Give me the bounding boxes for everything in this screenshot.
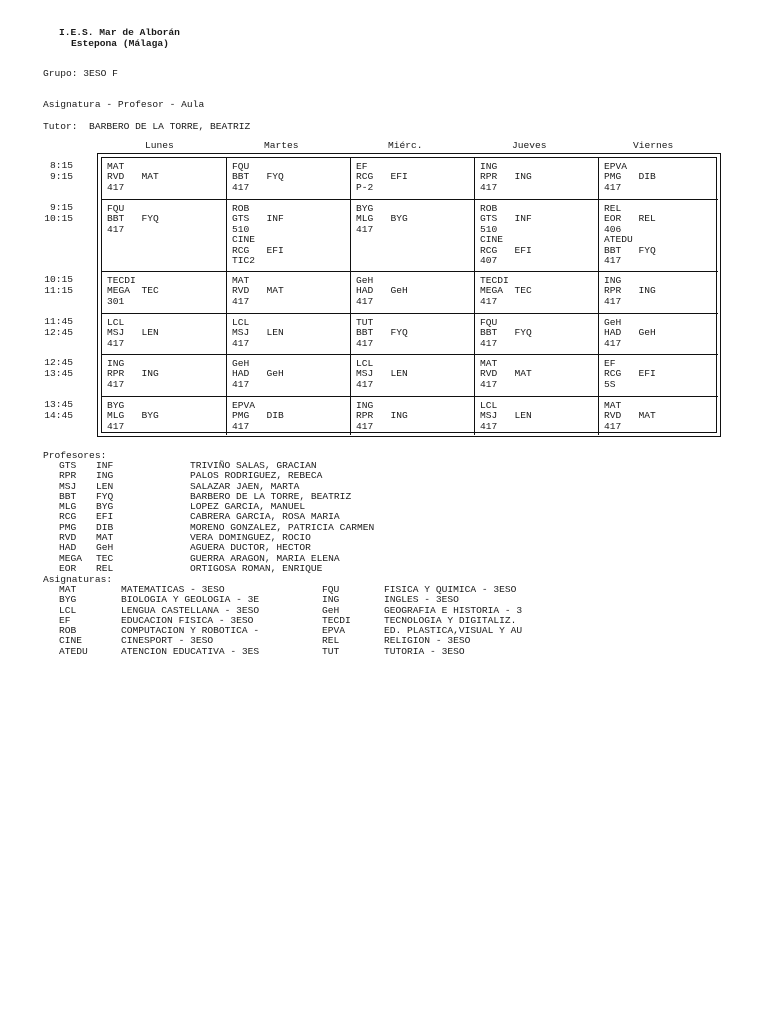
profesor-name: ORTIGOSA ROMAN, ENRIQUE [190, 562, 323, 574]
schedule-cell [351, 272, 475, 314]
schedule-cell-line: 5S [604, 378, 616, 390]
schedule-cell [351, 397, 475, 435]
profesor-subject: EFI [96, 511, 114, 523]
schedule-cell-line: 417 [604, 181, 622, 193]
schedule-cell-line: 417 [232, 378, 250, 390]
asignatura-name: MATEMATICAS - 3ESO [121, 584, 225, 595]
schedule-cell-line: HAD GeH [356, 285, 408, 297]
schedule-cell-line: RCG EFI [480, 244, 532, 256]
profesor-code: BBT [59, 490, 77, 502]
schedule-cell-line: TECDI [480, 275, 509, 286]
schedule-cell-line: 417 [107, 223, 125, 235]
schedule-cell-line: GTS INF [480, 213, 532, 225]
schedule-cell-line: EOR REL [604, 213, 656, 225]
profesor-code: GTS [59, 460, 77, 471]
schedule-cell-line: RPR ING [107, 368, 159, 380]
day-header-viernes: Viernes [633, 140, 674, 151]
time-slot-start: 12:45 [44, 357, 73, 368]
schedule-cell-line: ING [107, 358, 125, 369]
schedule-cell [227, 355, 351, 397]
schedule-cell-line: FQU [232, 161, 250, 172]
profesor-code: MSJ [59, 480, 77, 492]
schedule-cell-line: BYG [356, 203, 374, 214]
schedule-cell-line: 417 [356, 337, 374, 349]
schedule-cell-line: RPR ING [480, 171, 532, 183]
asignatura-name: RELIGION - 3ESO [384, 635, 471, 647]
schedule-cell-line: RVD MAT [107, 171, 159, 183]
schedule-cell-line: RPR ING [356, 410, 408, 422]
schedule-cell [102, 200, 227, 272]
schedule-cell [475, 314, 599, 355]
schedule-cell-line: EPVA [232, 400, 256, 411]
asignatura-code: GeH [322, 604, 340, 616]
schedule-cell-line: RVD MAT [232, 285, 284, 297]
asignatura-code: CINE [59, 635, 83, 647]
profesores-name-column [190, 461, 374, 574]
asignatura-name: ATENCION EDUCATIVA - 3ES [121, 645, 260, 657]
schedule-cell [599, 314, 718, 355]
schedule-cell-line: 406 [604, 223, 622, 235]
profesor-name: TRIVIÑO SALAS, GRACIAN [190, 460, 317, 471]
profesores-subject-column [96, 461, 113, 574]
asignatura-code: ROB [59, 625, 77, 637]
schedule-cell [351, 158, 475, 200]
schedule-cell-line: MLG BYG [356, 213, 408, 225]
time-slot-start: 10:15 [44, 274, 73, 285]
schedule-cell-line: 417 [107, 420, 125, 432]
profesor-name: AGUERA DUCTOR, HECTOR [190, 542, 311, 554]
schedule-cell-line: HAD GeH [232, 368, 284, 380]
schedule-cell-line: MLG BYG [107, 410, 159, 422]
schedule-cell-line: MAT [604, 400, 622, 411]
schedule-cell-line: BBT FYQ [356, 327, 408, 339]
profesor-code: HAD [59, 542, 77, 554]
schedule-cell-line: EPVA [604, 161, 628, 172]
schedule-cell-line: BBT FYQ [107, 213, 159, 225]
profesor-subject: DIB [96, 521, 114, 533]
asignatura-code: MAT [59, 584, 77, 595]
schedule-cell-line: CINE [232, 234, 256, 246]
profesor-name: PALOS RODRIGUEZ, REBECA [190, 470, 323, 482]
schedule-cell-line: 417 [480, 337, 498, 349]
schedule-cell-line: 417 [480, 420, 498, 432]
schedule-cell [102, 397, 227, 435]
schedule-cell-line: 417 [232, 295, 250, 307]
asignaturas-name-column-2 [384, 585, 522, 657]
asignaturas-name-column-1 [121, 585, 259, 657]
profesor-name: LOPEZ GARCIA, MANUEL [190, 501, 306, 513]
asignatura-name: COMPUTACION Y ROBOTICA - [121, 625, 260, 637]
schedule-cell-line: 407 [480, 254, 498, 266]
profesor-code: RCG [59, 511, 77, 523]
schedule-cell-line: 417 [356, 295, 374, 307]
schedule-cell-line: RCG EFI [232, 244, 284, 256]
schedule-cell [227, 314, 351, 355]
profesor-subject: TEC [96, 552, 114, 564]
schedule-cell-line: MAT [232, 275, 250, 286]
schedule-cell-line: PMG DIB [232, 410, 284, 422]
time-slot-end: 9:15 [49, 171, 73, 182]
schedule-cell [475, 272, 599, 314]
profesor-subject: INF [96, 460, 114, 471]
schedule-cell-line: ING [480, 161, 498, 172]
schedule-cell-line: GTS INF [232, 213, 284, 225]
schedule-cell [599, 397, 718, 435]
schedule-cell [599, 158, 718, 200]
schedule-cell-line: MEGA TEC [107, 285, 159, 297]
profesor-name: SALAZAR JAEN, MARTA [190, 480, 300, 492]
schedule-cell-line: ATEDU [604, 234, 633, 246]
schedule-cell-line: 417 [604, 295, 622, 307]
schedule-cell-line: EF [356, 161, 368, 172]
time-slot-end: 10:15 [44, 213, 73, 224]
schedule-cell-line: 510 [232, 223, 250, 235]
schedule-cell-line: LCL [356, 358, 374, 369]
schedule-cell-line: LCL [232, 317, 250, 328]
time-slot-end: 11:15 [44, 285, 73, 296]
asignaturas-code-column-2 [322, 585, 351, 657]
schedule-cell-line: TIC2 [232, 254, 256, 266]
schedule-cell-line: ING [356, 400, 374, 411]
schedule-cell-line: RPR ING [604, 285, 656, 297]
asignatura-name: ED. PLASTICA,VISUAL Y AU [384, 625, 523, 637]
schedule-cell-line: 417 [604, 254, 622, 266]
group-label: Grupo: 3ESO F [43, 68, 118, 79]
schedule-cell [102, 272, 227, 314]
schedule-cell-line: RCG EFI [604, 368, 656, 380]
profesor-name: VERA DOMINGUEZ, ROCIO [190, 532, 311, 544]
profesor-code: MLG [59, 501, 77, 513]
schedule-cell-line: PMG DIB [604, 171, 656, 183]
profesor-name: MORENO GONZALEZ, PATRICIA CARMEN [190, 521, 375, 533]
schedule-cell [102, 158, 227, 200]
schedule-cell-line: HAD GeH [604, 327, 656, 339]
asignatura-name: TECNOLOGIA Y DIGITALIZ. [384, 614, 517, 626]
schedule-cell [351, 355, 475, 397]
schedule-cell-line: TUT [356, 317, 374, 328]
time-slot-end: 12:45 [44, 327, 73, 338]
school-name: I.E.S. Mar de Alborán [59, 27, 180, 38]
schedule-cell-line: TECDI [107, 275, 136, 286]
schedule-cell [475, 158, 599, 200]
profesor-name: GUERRA ARAGON, MARIA ELENA [190, 552, 340, 564]
schedule-cell-line: 417 [107, 181, 125, 193]
schedule-cell-line: CINE [480, 234, 504, 246]
asignatura-name: GEOGRAFIA E HISTORIA - 3 [384, 604, 523, 616]
profesores-title: Profesores: [43, 450, 107, 461]
schedule-cell-line: RVD MAT [604, 410, 656, 422]
asignatura-code: TUT [322, 645, 340, 657]
cell-legend: Asignatura - Profesor - Aula [43, 99, 205, 110]
schedule-cell-line: MAT [480, 358, 498, 369]
schedule-cell-line: GeH [356, 275, 374, 286]
schedule-cell [227, 200, 351, 272]
profesor-subject: GeH [96, 542, 114, 554]
schedule-cell-line: MSJ LEN [356, 368, 408, 380]
schedule-cell-line: 417 [604, 337, 622, 349]
asignaturas-code-column-1 [59, 585, 88, 657]
profesor-code: MEGA [59, 552, 83, 564]
profesor-code: RPR [59, 470, 77, 482]
day-header-martes: Martes [264, 140, 299, 151]
schedule-cell-line: 417 [107, 337, 125, 349]
asignatura-code: BYG [59, 594, 77, 606]
schedule-cell-line: BBT FYQ [232, 171, 284, 183]
schedule-cell-line: 417 [480, 181, 498, 193]
schedule-cell-line: REL [604, 203, 622, 214]
schedule-cell [599, 200, 718, 272]
schedule-cell-line: 417 [232, 181, 250, 193]
schedule-cell-line: MSJ LEN [107, 327, 159, 339]
time-slot-start: 8:15 [49, 160, 73, 171]
time-slot-start: 11:45 [44, 316, 73, 327]
asignatura-name: LENGUA CASTELLANA - 3ESO [121, 604, 260, 616]
schedule-cell-line: 417 [480, 378, 498, 390]
schedule-cell-line: EF [604, 358, 616, 369]
schedule-cell [227, 272, 351, 314]
schedule-cell-line: 417 [356, 378, 374, 390]
asignatura-name: CINESPORT - 3ESO [121, 635, 214, 647]
asignatura-name: TUTORIA - 3ESO [384, 645, 465, 657]
day-header-lunes: Lunes [145, 140, 174, 151]
profesor-code: RVD [59, 532, 77, 544]
time-slot-end: 13:45 [44, 368, 73, 379]
schedule-cell-line: 417 [356, 420, 374, 432]
asignatura-code: TECDI [322, 614, 351, 626]
schedule-cell [227, 397, 351, 435]
asignatura-code: LCL [59, 604, 77, 616]
schedule-cell [475, 355, 599, 397]
schedule-cell-line: LCL [480, 400, 498, 411]
asignatura-code: REL [322, 635, 340, 647]
schedule-cell [351, 200, 475, 272]
tutor-label: Tutor: BARBERO DE LA TORRE, BEATRIZ [43, 121, 251, 132]
schedule-cell-line: FQU [107, 203, 125, 214]
schedule-cell-line: ROB [232, 203, 250, 214]
schedule-cell-line: GeH [232, 358, 250, 369]
schedule-cell-line: 510 [480, 223, 498, 235]
profesor-name: BARBERO DE LA TORRE, BEATRIZ [190, 490, 352, 502]
time-slot-start: 9:15 [49, 202, 73, 213]
profesor-code: PMG [59, 521, 77, 533]
schedule-cell-line: FQU [480, 317, 498, 328]
schedule-cell-line: MSJ LEN [480, 410, 532, 422]
asignatura-name: FISICA Y QUIMICA - 3ESO [384, 584, 517, 595]
schedule-cell-line: MSJ LEN [232, 327, 284, 339]
schedule-cell-line: RCG EFI [356, 171, 408, 183]
profesor-subject: FYQ [96, 490, 114, 502]
schedule-cell-line: 417 [356, 223, 374, 235]
day-header-jueves: Jueves [512, 140, 547, 151]
profesor-subject: REL [96, 562, 114, 574]
schedule-cell-line: P-2 [356, 181, 374, 193]
schedule-cell-line: 417 [604, 420, 622, 432]
schedule-cell [102, 355, 227, 397]
schedule-cell-line: BBT FYQ [604, 244, 656, 256]
time-slot-start: 13:45 [44, 399, 73, 410]
schedule-cell-line: RVD MAT [480, 368, 532, 380]
schedule-cell-line: ROB [480, 203, 498, 214]
schedule-cell-line: 301 [107, 295, 125, 307]
profesor-subject: LEN [96, 480, 114, 492]
schedule-cell-line: ING [604, 275, 622, 286]
schedule-cell-line: 417 [232, 337, 250, 349]
asignaturas-title: Asignaturas: [43, 574, 113, 585]
profesor-subject: BYG [96, 501, 114, 513]
schedule-cell [475, 200, 599, 272]
schedule-cell-line: BYG [107, 400, 125, 411]
asignatura-name: BIOLOGIA Y GEOLOGIA - 3E [121, 594, 260, 606]
schedule-cell-line: LCL [107, 317, 125, 328]
schedule-cell-line: BBT FYQ [480, 327, 532, 339]
schedule-cell-line: 417 [480, 295, 498, 307]
schedule-cell-line: MEGA TEC [480, 285, 532, 297]
asignatura-code: EPVA [322, 625, 346, 637]
schedule-cell-line: 417 [107, 378, 125, 390]
school-town: Estepona (Málaga) [71, 38, 169, 49]
asignatura-code: EF [59, 614, 71, 626]
schedule-grid [97, 153, 721, 437]
asignatura-name: EDUCACION FISICA - 3ESO [121, 614, 254, 626]
asignatura-code: ATEDU [59, 645, 88, 657]
schedule-cell [599, 272, 718, 314]
schedule-cell [599, 355, 718, 397]
profesor-name: CABRERA GARCIA, ROSA MARIA [190, 511, 340, 523]
schedule-cell [475, 397, 599, 435]
asignatura-code: ING [322, 594, 340, 606]
asignatura-code: FQU [322, 584, 340, 595]
schedule-cell-line: MAT [107, 161, 125, 172]
schedule-cell-line: 417 [232, 420, 250, 432]
schedule-cell [227, 158, 351, 200]
profesor-subject: MAT [96, 532, 114, 544]
profesor-code: EOR [59, 562, 77, 574]
schedule-cell [102, 314, 227, 355]
time-slot-end: 14:45 [44, 410, 73, 421]
profesores-code-column [59, 461, 82, 574]
schedule-grid-inner [101, 157, 717, 433]
asignatura-name: INGLES - 3ESO [384, 594, 459, 606]
profesor-subject: ING [96, 470, 114, 482]
day-header-miercoles: Miérc. [388, 140, 423, 151]
schedule-cell-line: GeH [604, 317, 622, 328]
schedule-cell [351, 314, 475, 355]
